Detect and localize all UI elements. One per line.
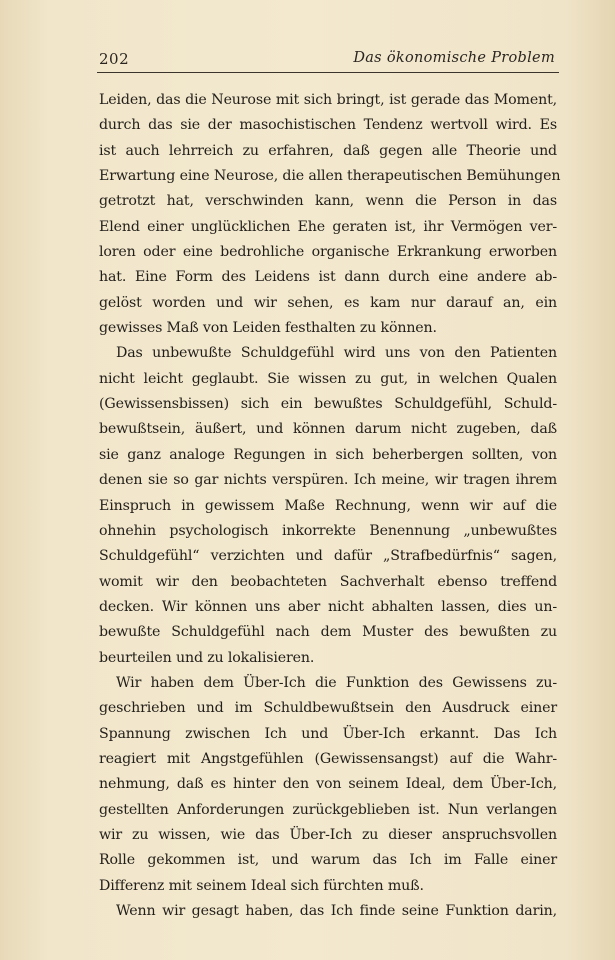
paragraph-first-line: Wir haben dem Über-Ich die Funktion des Gewissens zu- [116,674,557,691]
text-line: ohnehin psychologisch inkorrekte Benennung „unbewußtes [99,522,557,539]
text-line: Spannung zwischen Ich und Über-Ich erkannt. Das Ich [99,725,557,742]
text-line: Leiden, das die Neurose mit sich bringt, ist gerade das Moment, [99,92,557,108]
text-line: nicht leicht geglaubt. Sie wissen zu gut, in welchen Qualen [99,370,557,387]
text-line: reagiert mit Angstgefühlen (Gewissensangst) auf die Wahr- [99,750,557,767]
paragraph-first-line: Das unbewußte Schuldgefühl wird uns von den Patienten [116,345,557,362]
running-title: Das ökonomische Problem [353,50,555,66]
running-header [99,48,557,70]
paragraph-first-line: Wenn wir gesagt haben, das Ich finde seine Funktion darin, [116,903,557,919]
text-line: womit wir den beobachteten Sachverhalt ebenso treffend [99,573,557,590]
text-line: durch das sie der masochistischen Tendenz wertvoll wird. Es [99,117,557,134]
text-line: Schuldgefühl“ verzichten und dafür „Strafbedürfnis“ sagen, [99,548,557,565]
text-line: beurteilen und zu lokalisieren. [99,649,315,666]
text-line: loren oder eine bedrohliche organische Erkrankung erworben [99,244,557,261]
text-line: sie ganz analoge Regungen in sich beherbergen sollten, von [99,446,557,463]
text-line: geschrieben und im Schuldbewußtsein den Ausdruck einer [99,700,557,717]
text-line: denen sie so gar nichts verspüren. Ich meine, wir tragen ihrem [99,472,557,489]
text-line: Elend einer unglücklichen Ehe geraten ist, ihr Vermögen ver- [99,218,557,235]
text-line: getrotzt hat, verschwinden kann, wenn die Person in das [99,193,557,210]
text-line: nehmung, daß es hinter den von seinem Ideal, dem Über-Ich, [99,776,557,793]
text-line: Rolle gekommen ist, und warum das Ich im Falle einer [99,852,557,869]
text-line: wir zu wissen, wie das Über-Ich zu dieser anspruchsvollen [99,826,557,843]
text-line: ist auch lehrreich zu erfahren, daß gegen alle Theorie und [99,142,557,159]
page-number: 202 [99,50,130,68]
text-line: hat. Eine Form des Leidens ist dann durch eine andere ab- [99,269,557,286]
text-line: bewußtsein, äußert, und können darum nicht zugeben, daß [99,421,557,438]
header-rule [97,72,559,73]
text-line: decken. Wir können uns aber nicht abhalten lassen, dies un- [99,598,557,615]
text-line: Einspruch in gewissem Maße Rechnung, wenn wir auf die [99,497,557,514]
text-line: (Gewissensbissen) sich ein bewußtes Schuldgefühl, Schuld- [99,396,557,413]
text-line: Differenz mit seinem Ideal sich fürchten muß. [99,877,424,894]
text-line: gelöst worden und wir sehen, es kam nur darauf an, ein [99,294,557,311]
text-line: gewisses Maß von Leiden festhalten zu können. [99,320,437,337]
text-line: Erwartung eine Neurose, die allen therapeutischen Bemühungen [99,168,561,185]
body-text [99,88,561,924]
text-line: gestellten Anforderungen zurückgeblieben ist. Nun verlangen [99,801,557,818]
text-line: bewußte Schuldgefühl nach dem Muster des bewußten zu [99,624,557,641]
